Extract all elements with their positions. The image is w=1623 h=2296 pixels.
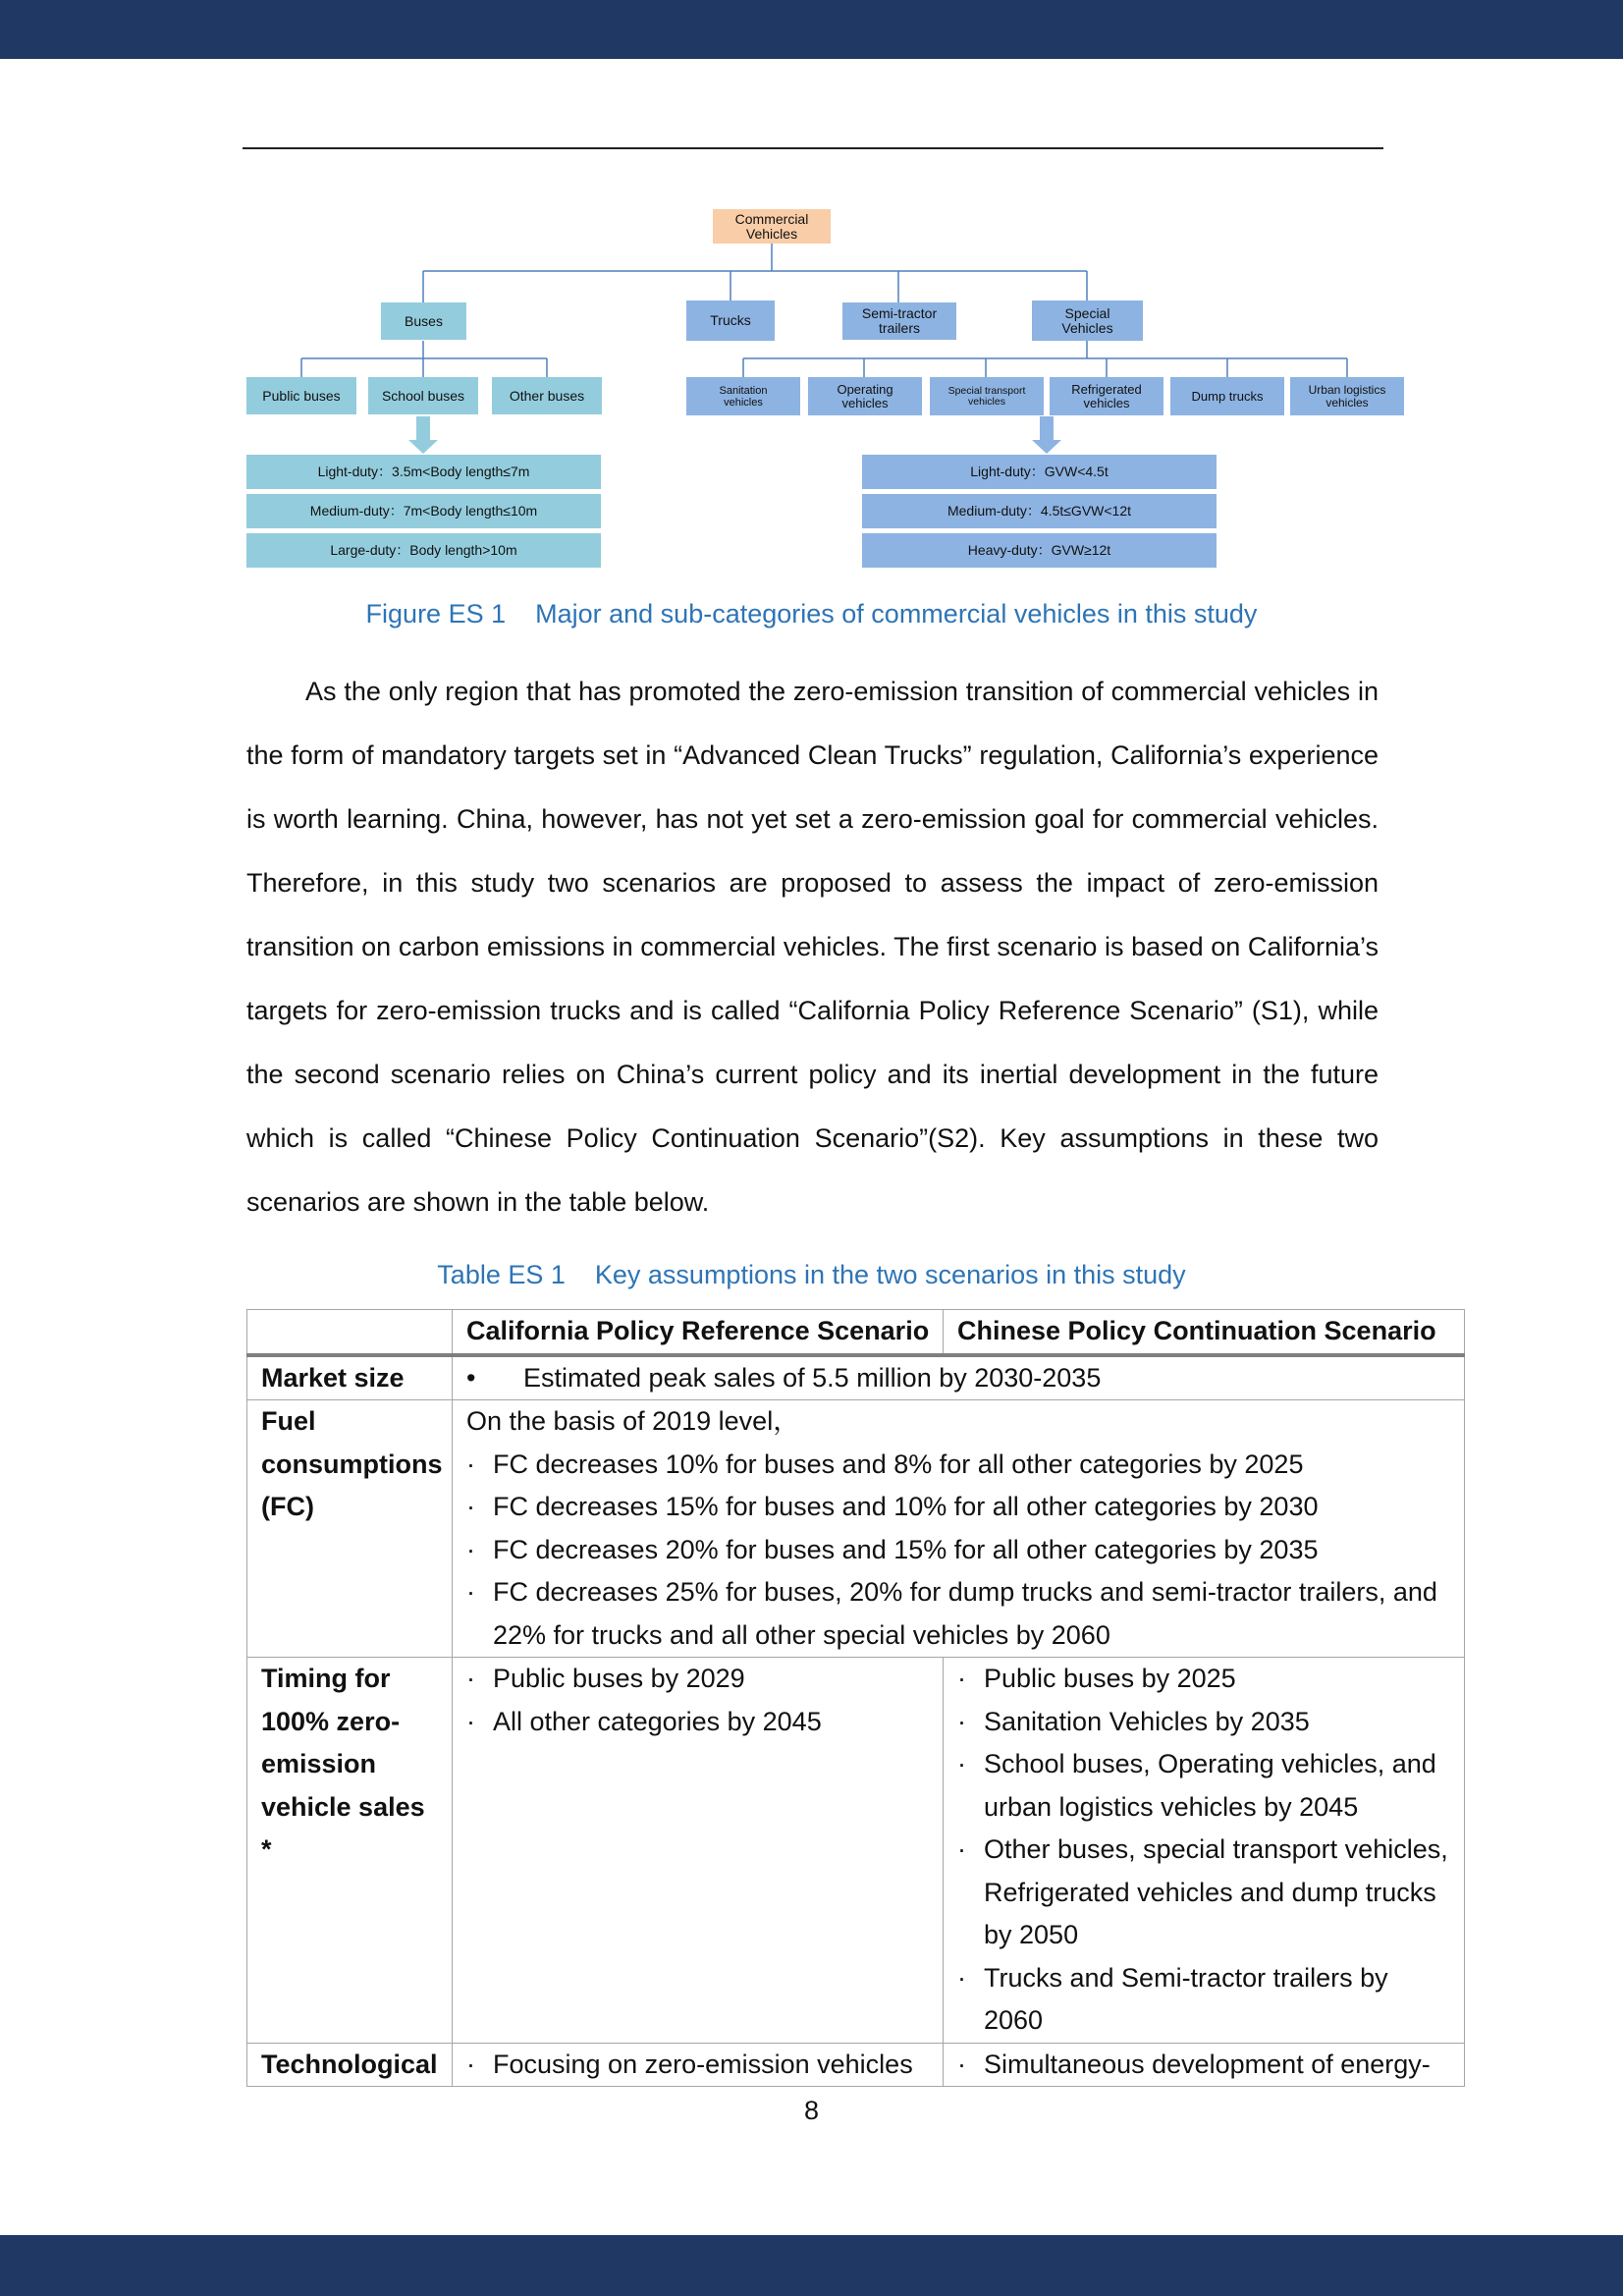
bullet-marker: · — [466, 1577, 475, 1607]
list-item — [957, 2044, 1452, 2087]
row-label-technological: Technological — [247, 2043, 453, 2087]
truck-light-duty-class: Light-duty：GVW<4.5t — [862, 455, 1217, 489]
fuel-item: FC decreases 25% for buses, 20% for dump trucks and semi-tractor trailers, and 22% for trucks and all other special vehicles by 2060 — [493, 1577, 1437, 1650]
table-row-timing — [247, 1658, 1465, 2044]
assumptions-table — [246, 1309, 1465, 2087]
bullet-marker: · — [957, 1706, 966, 1736]
bullet-marker: · — [466, 1534, 475, 1564]
timing-item: Other buses, special transport vehicles, Refrigerated vehicles and dump trucks by 2050 — [984, 1834, 1448, 1949]
school-buses-node: School buses — [368, 377, 478, 414]
fuel-item: FC decreases 20% for buses and 15% for all other categories by 2035 — [493, 1534, 1319, 1564]
bullet-marker: · — [466, 1664, 475, 1693]
bus-light-duty-class: Light-duty：3.5m<Body length≤7m — [246, 455, 601, 489]
bus-large-duty-class: Large-duty：Body length>10m — [246, 533, 601, 568]
timing-item: Sanitation Vehicles by 2035 — [984, 1706, 1310, 1736]
bullet-marker: · — [957, 2049, 966, 2079]
timing-california-cell — [453, 1658, 944, 2044]
fuel-intro: On the basis of 2019 level， — [466, 1406, 800, 1436]
market-size-text: Estimated peak sales of 5.5 million by 2030-2035 — [523, 1362, 1102, 1393]
fuel-item: FC decreases 10% for buses and 8% for all other categories by 2025 — [493, 1449, 1304, 1479]
buses-node: Buses — [381, 302, 466, 340]
list-item — [466, 1571, 1452, 1657]
semi-tractor-trailers-node: Semi-tractor trailers — [842, 302, 956, 340]
bullet-marker: • — [466, 1362, 476, 1393]
timing-item: Public buses by 2025 — [984, 1664, 1236, 1693]
list-item — [957, 1957, 1452, 2043]
special-transport-vehicles-node: Special transport vehicles — [930, 377, 1044, 415]
market-size-cell — [453, 1355, 1465, 1400]
truck-medium-duty-class: Medium-duty：4.5t≤GVW<12t — [862, 494, 1217, 528]
urban-logistics-vehicles-node: Urban logistics vehicles — [1290, 377, 1404, 415]
bullet-marker: · — [466, 1706, 475, 1736]
sanitation-vehicles-node: Sanitation vehicles — [686, 377, 800, 415]
list-item — [957, 1658, 1452, 1701]
bus-medium-duty-class: Medium-duty：7m<Body length≤10m — [246, 494, 601, 528]
timing-item: Trucks and Semi-tractor trailers by 2060 — [984, 1962, 1388, 2035]
dump-trucks-node: Dump trucks — [1170, 377, 1284, 415]
table-header-row — [247, 1310, 1465, 1355]
list-item — [466, 2044, 931, 2087]
list-item — [466, 1529, 1452, 1572]
paragraph-text: As the only region that has promoted the zero-emission transition of commercial vehicles in the form of mandatory targets set in “Advanced Clean Trucks” regulation, California’s experience is worth learning. China, however, has not yet set a zero-emission goal for commercial vehicles. Therefore, in this study two scenarios are proposed to assess the impact of zero-emission transition on carbon emissions in commercial vehicles. The first scenario is based on California’s targets for zero-emission trucks and is called “California Policy Reference Scenario” (S1), while the second scenario relies on China’s current policy and its inertial development in the future which is called “Chinese Policy Continuation Scenario”(S2). Key assumptions in these two scenarios are shown in the table below. — [246, 677, 1379, 1217]
bullet-marker: · — [466, 1492, 475, 1521]
tech-california-cell — [453, 2043, 944, 2087]
tech-item: Simultaneous development of energy- — [984, 2049, 1431, 2079]
truck-heavy-duty-class: Heavy-duty：GVW≥12t — [862, 533, 1217, 568]
table-header-china: Chinese Policy Continuation Scenario — [944, 1310, 1465, 1355]
table-header-empty — [247, 1310, 453, 1355]
list-item — [466, 1357, 1452, 1400]
table-header-california: California Policy Reference Scenario — [453, 1310, 944, 1355]
trucks-node: Trucks — [686, 301, 775, 341]
table-caption: Table ES 1 Key assumptions in the two scenarios in this study — [437, 1260, 1186, 1289]
vehicle-category-diagram — [0, 0, 1623, 589]
row-label-fuel-consumption: Fuel consumptions (FC) — [247, 1400, 453, 1658]
timing-item: All other categories by 2045 — [493, 1706, 822, 1736]
fuel-item: FC decreases 15% for buses and 10% for all other categories by 2030 — [493, 1492, 1319, 1521]
row-label-timing: Timing for 100% zero-emission vehicle sales * — [247, 1658, 453, 2044]
list-item — [957, 1743, 1452, 1829]
bullet-marker: · — [466, 2049, 475, 2079]
row-label-market-size: Market size — [247, 1355, 453, 1400]
bullet-marker: · — [957, 1749, 966, 1778]
commercial-vehicles-node: Commercial Vehicles — [713, 209, 831, 244]
page-number: 8 — [803, 2096, 820, 2125]
list-item — [466, 1701, 931, 1744]
down-arrow-icon — [1032, 416, 1061, 454]
timing-item: School buses, Operating vehicles, and urban logistics vehicles by 2045 — [984, 1749, 1436, 1822]
list-item — [466, 1444, 1452, 1487]
fuel-consumption-cell — [453, 1400, 1465, 1658]
tech-item: Focusing on zero-emission vehicles — [493, 2049, 913, 2079]
bullet-marker: · — [957, 1962, 966, 1993]
timing-item: Public buses by 2029 — [493, 1664, 745, 1693]
public-buses-node: Public buses — [246, 377, 356, 414]
list-item — [957, 1829, 1452, 1957]
bullet-marker: · — [466, 1449, 475, 1479]
bullet-marker: · — [957, 1834, 966, 1864]
operating-vehicles-node: Operating vehicles — [808, 377, 922, 415]
figure-caption: Figure ES 1 Major and sub-categories of commercial vehicles in this study — [365, 599, 1258, 629]
down-arrow-icon — [408, 416, 438, 454]
table-row-fuel-consumption — [247, 1400, 1465, 1658]
special-vehicles-node: Special Vehicles — [1032, 301, 1143, 341]
table-row-market-size — [247, 1355, 1465, 1400]
other-buses-node: Other buses — [492, 377, 602, 414]
footer-band — [0, 2235, 1623, 2296]
list-item — [466, 1486, 1452, 1529]
bullet-marker: · — [957, 1664, 966, 1693]
body-paragraph — [246, 660, 1379, 1234]
refrigerated-vehicles-node: Refrigerated vehicles — [1050, 377, 1163, 415]
diagram-connectors — [0, 0, 1623, 589]
list-item — [957, 1701, 1452, 1744]
table-row-technological — [247, 2043, 1465, 2087]
list-item — [466, 1658, 931, 1701]
tech-china-cell — [944, 2043, 1465, 2087]
timing-china-cell — [944, 1658, 1465, 2044]
